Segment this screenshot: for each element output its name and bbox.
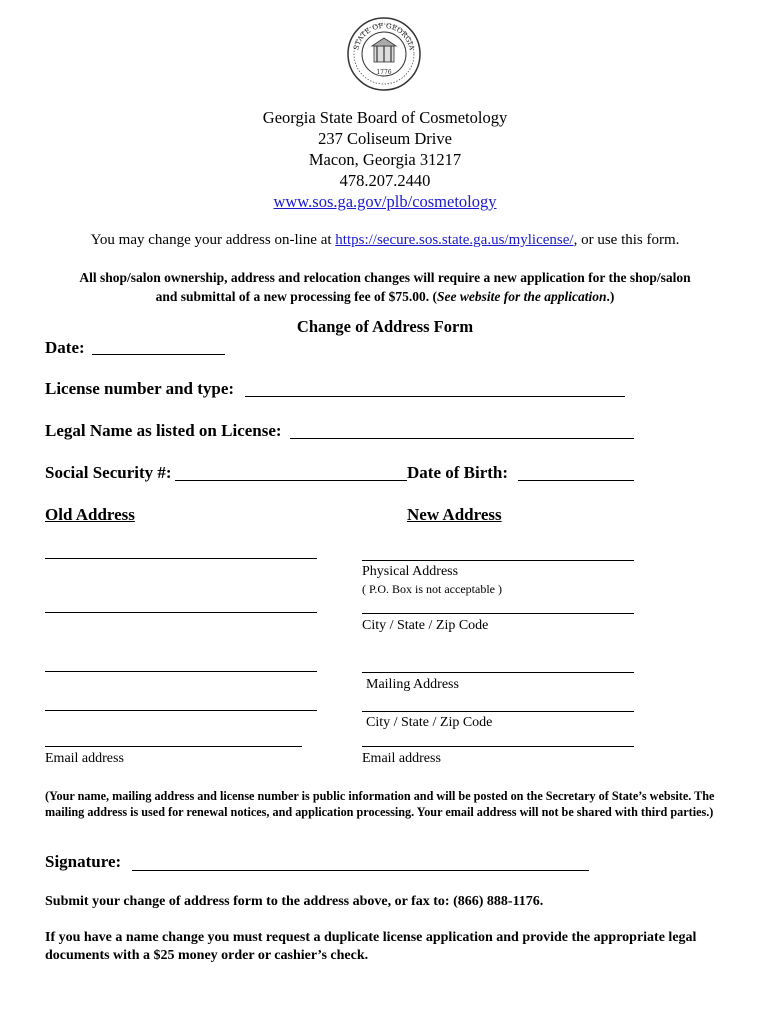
org-name: Georgia State Board of Cosmetology <box>262 108 508 127</box>
mailing-address-label: Mailing Address <box>366 677 459 692</box>
legal-name-field[interactable] <box>290 438 634 439</box>
notice-line-2-suffix: .) <box>606 289 615 304</box>
submit-instructions: Submit your change of address form to the address above, or fax to: (866) 888-1176. <box>45 894 544 909</box>
header-block <box>0 107 770 212</box>
org-street: 237 Coliseum Drive <box>318 129 452 148</box>
physical-address-label: Physical Address <box>362 564 459 579</box>
notice-line-2 <box>30 287 740 306</box>
city-state-zip-label-2: City / State / Zip Code <box>366 715 493 730</box>
dob-label: Date of Birth: <box>407 463 509 482</box>
org-phone: 478.207.2440 <box>339 171 431 190</box>
new-address-heading: New Address <box>407 505 502 524</box>
legal-name-label: Legal Name as listed on License: <box>45 421 282 440</box>
ssn-field[interactable] <box>175 480 407 481</box>
old-email-field[interactable] <box>45 746 302 747</box>
new-email-field[interactable] <box>362 746 634 747</box>
org-city: Macon, Georgia 31217 <box>308 150 462 169</box>
physical-address-field[interactable] <box>362 560 634 561</box>
form-title: Change of Address Form <box>296 317 474 336</box>
seal-year: 1776 <box>376 69 392 76</box>
signature-label: Signature: <box>45 852 122 871</box>
notice-line-1: All shop/salon ownership, address and relocation changes will require a new application for the shop/salon <box>79 270 691 285</box>
date-field[interactable] <box>92 354 225 355</box>
intro-text <box>0 232 770 249</box>
intro-prefix: You may change your address on-line at <box>90 232 336 248</box>
notice-website-ref: See website for the application <box>437 289 607 304</box>
old-address-line-3[interactable] <box>45 671 317 672</box>
new-email-label: Email address <box>362 751 441 766</box>
old-address-line-4[interactable] <box>45 710 317 711</box>
po-box-note: ( P.O. Box is not acceptable ) <box>362 582 502 596</box>
mailing-city-state-zip-field[interactable] <box>362 711 634 712</box>
date-label: Date: <box>45 338 85 357</box>
name-change-instructions: If you have a name change you must request a duplicate license application and provide the appropriate legal documents with a $25 money order or cashier’s check. <box>45 930 697 963</box>
signature-field[interactable] <box>132 870 589 871</box>
city-state-zip-label: City / State / Zip Code <box>362 618 489 633</box>
license-field[interactable] <box>245 396 625 397</box>
notice-line-2-prefix: and submittal of a new processing fee of $75.00. ( <box>155 289 437 304</box>
license-label: License number and type: <box>45 379 235 398</box>
intro-suffix: , or use this form. <box>573 232 680 248</box>
state-seal-icon <box>346 16 422 92</box>
dob-field[interactable] <box>518 480 634 481</box>
old-address-heading: Old Address <box>45 505 135 524</box>
old-email-label: Email address <box>45 751 124 766</box>
mailing-address-field[interactable] <box>362 672 634 673</box>
old-address-line-2[interactable] <box>45 612 317 613</box>
old-address-line-1[interactable] <box>45 558 317 559</box>
new-city-state-zip-field[interactable] <box>362 613 634 614</box>
online-link[interactable]: https://secure.sos.state.ga.us/mylicense/ <box>335 232 574 248</box>
seal-ring-text: STATE OF GEORGIA <box>352 21 416 51</box>
ssn-label: Social Security #: <box>45 463 172 482</box>
privacy-disclaimer: (Your name, mailing address and license number is public information and will be posted on the Secretary of State’s website. The mailing address is used for renewal notices, and application processing. Your email address will not be shared with third parties.) <box>45 789 715 819</box>
website-link[interactable]: www.sos.ga.gov/plb/cosmetology <box>273 192 497 211</box>
ownership-notice <box>30 268 740 306</box>
